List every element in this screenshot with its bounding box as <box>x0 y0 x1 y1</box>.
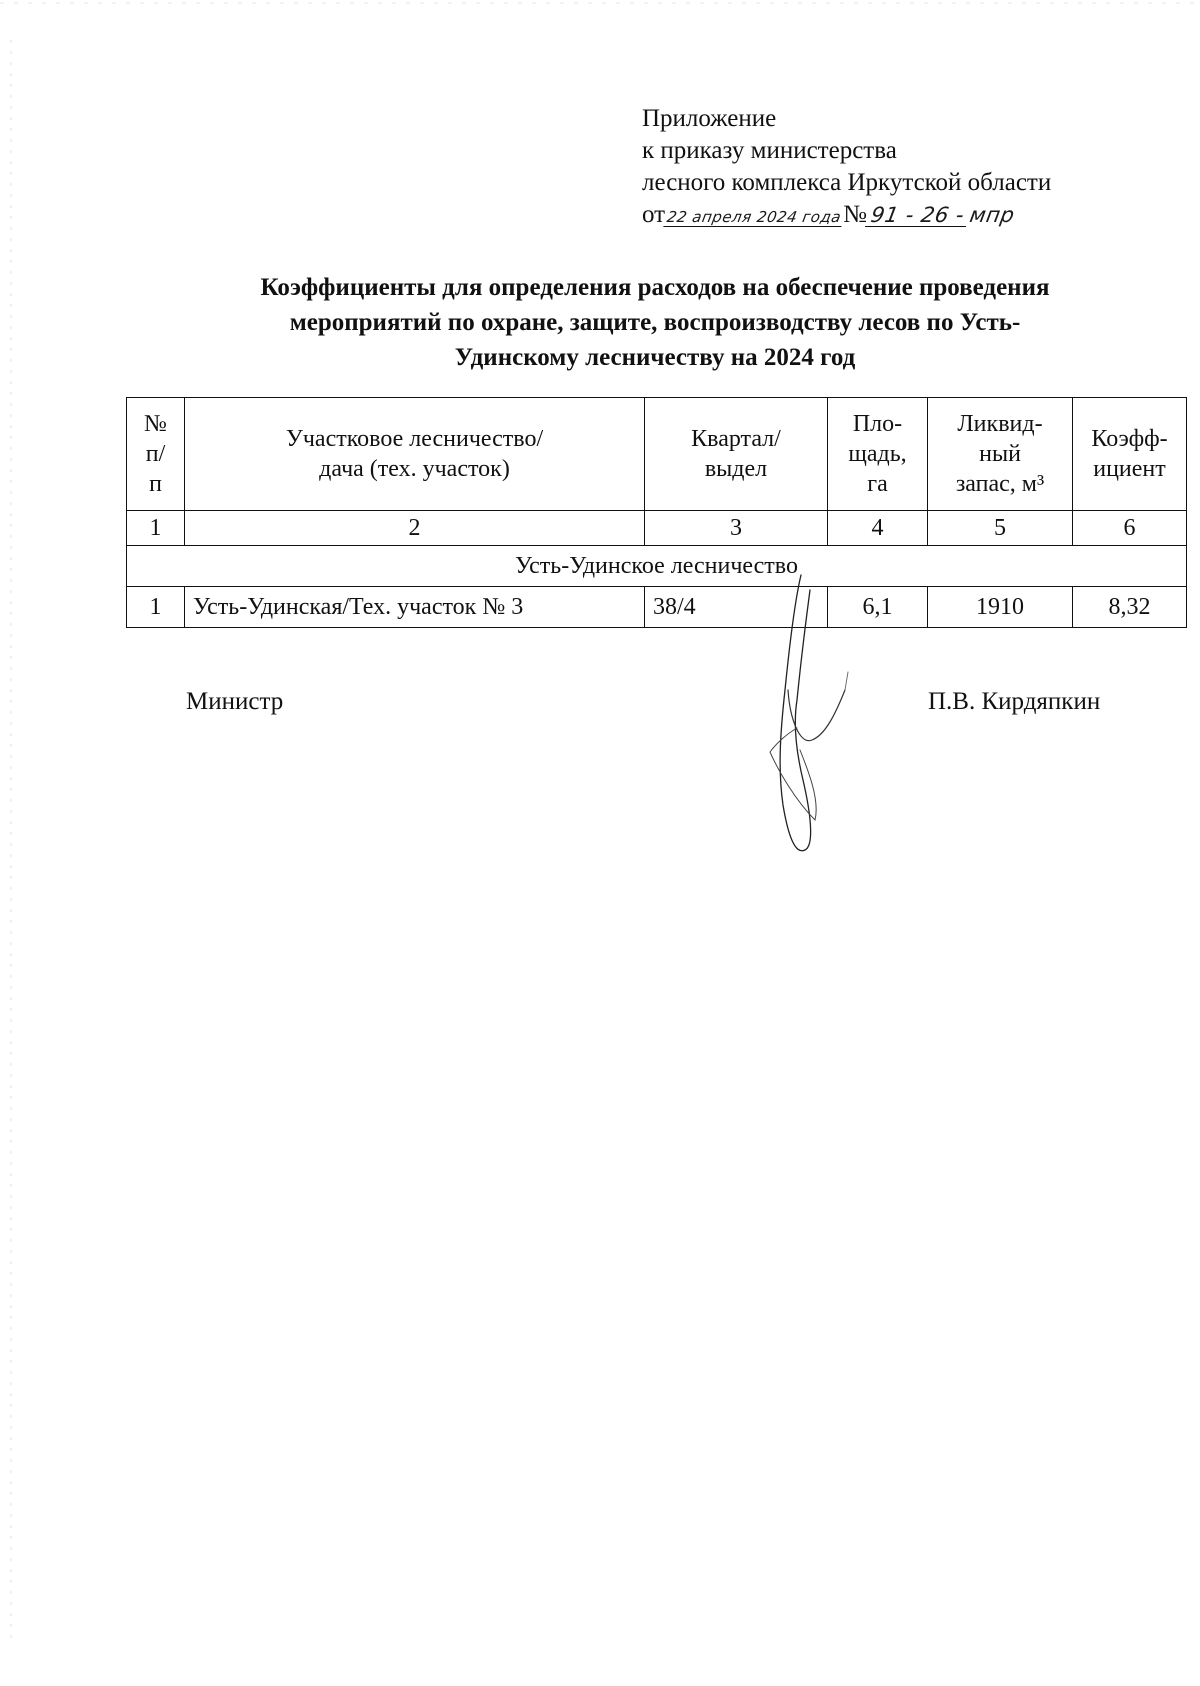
order-date-number <box>642 199 1112 231</box>
coefficients-table <box>126 397 1187 628</box>
header-forestry-line: Участковое лесничество/ <box>285 426 544 452</box>
column-number-row <box>127 511 1187 546</box>
header-num-line: п <box>149 471 162 497</box>
document-title <box>190 270 1120 375</box>
header-stock-line: ный <box>979 441 1021 467</box>
header-area-line: Пло- <box>852 411 903 437</box>
header-forestry-line: дача (тех. участок) <box>319 456 510 482</box>
cell-area: 6,1 <box>828 587 928 628</box>
header-quarter <box>645 398 828 511</box>
header-num-line: п/ <box>145 441 166 467</box>
handwritten-date: 22 апреля 2024 года <box>663 208 844 227</box>
column-number: 6 <box>1073 511 1187 546</box>
cell-num: 1 <box>127 587 185 628</box>
appendix-header <box>642 103 1112 231</box>
appendix-order-ref: к приказу министерства <box>642 137 897 164</box>
header-stock-line: Ликвид- <box>957 411 1043 437</box>
header-coefficient <box>1073 398 1187 511</box>
cell-coefficient: 8,32 <box>1073 587 1187 628</box>
signer-name: П.В. Кирдяпкин <box>928 688 1101 715</box>
cell-forestry: Усть-Удинская/Тех. участок № 3 <box>185 587 645 628</box>
scan-artifact-left <box>10 40 12 1640</box>
header-area <box>828 398 928 511</box>
column-number: 5 <box>928 511 1073 546</box>
column-number: 2 <box>185 511 645 546</box>
handwritten-number-suffix: мпр <box>968 203 1017 227</box>
title-line-2: мероприятий по охране, защите, воспроизводству лесов по Усть- <box>289 309 1021 336</box>
cell-stock: 1910 <box>928 587 1073 628</box>
header-quarter-line: Квартал/ <box>691 426 781 452</box>
header-num <box>127 398 185 511</box>
header-coefficient-line: ициент <box>1093 456 1166 482</box>
scan-artifact-top <box>0 2 1200 4</box>
appendix-ministry: лесного комплекса Иркутской области <box>642 169 1052 196</box>
header-coefficient-line: Коэфф- <box>1091 426 1168 452</box>
header-quarter-line: выдел <box>704 456 768 482</box>
table-header-row <box>127 398 1187 511</box>
group-row <box>127 546 1187 587</box>
header-stock-line: запас, м³ <box>955 471 1045 497</box>
appendix-label: Приложение <box>642 105 777 132</box>
number-prefix: № <box>843 201 868 228</box>
handwritten-number: 91 - 26 - <box>865 204 970 227</box>
column-number: 3 <box>645 511 828 546</box>
table-row <box>127 587 1187 628</box>
title-line-1: Коэффициенты для определения расходов на обеспечение проведения <box>260 274 1050 301</box>
header-forestry <box>185 398 645 511</box>
title-line-3: Удинскому лесничеству на 2024 год <box>454 344 856 371</box>
date-prefix: от <box>642 201 666 228</box>
header-stock <box>928 398 1073 511</box>
header-num-line: № <box>144 411 167 437</box>
header-area-line: щадь, <box>848 441 907 467</box>
header-area-line: га <box>867 471 888 497</box>
cell-quarter: 38/4 <box>645 587 828 628</box>
column-number: 4 <box>828 511 928 546</box>
group-label: Усть-Удинское лесничество <box>127 546 1187 587</box>
signer-title: Министр <box>186 688 284 715</box>
column-number: 1 <box>127 511 185 546</box>
